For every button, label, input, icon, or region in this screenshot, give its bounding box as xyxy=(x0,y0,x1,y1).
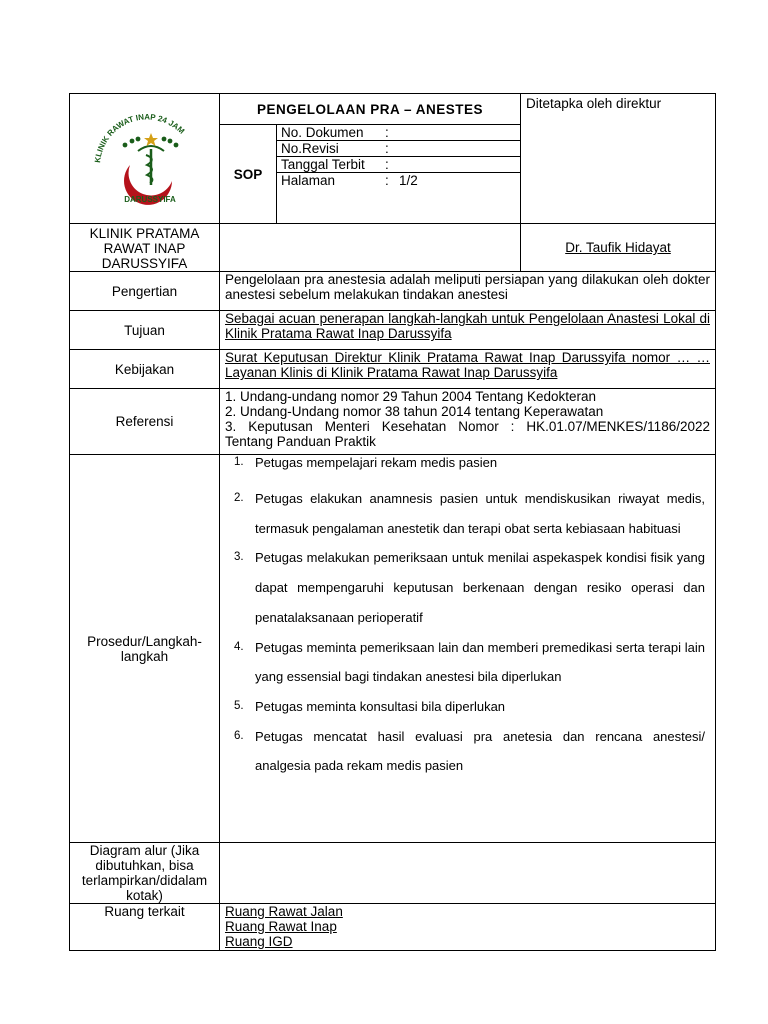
diagram-label: Diagram alur (Jika dibutuhkan, bisa terlampirkan/didalam kotak) xyxy=(70,843,220,904)
step-text: Petugas mencatat hasil evaluasi pra anetesia dan rencana anestesi/ analgesia pada rekam medis pasien xyxy=(255,728,705,774)
step-number: 4. xyxy=(234,640,244,653)
meta-key: Tanggal Terbit xyxy=(277,157,385,173)
ruang-item: Ruang IGD xyxy=(225,934,293,949)
meta-sep: : xyxy=(385,173,389,188)
diagram-cell xyxy=(220,843,716,904)
step-text: Petugas meminta pemeriksaan lain dan memberi premedikasi serta terapi lain yang essensial bagi tindakan anestesi bila diperlukan xyxy=(255,639,705,685)
meta-sep: : xyxy=(385,157,395,173)
document-title: PENGELOLAAN PRA – ANESTES xyxy=(220,94,521,125)
logo-cell xyxy=(70,94,220,224)
meta-row xyxy=(277,125,520,141)
ruang-cell xyxy=(220,904,716,951)
clinic-name: KLINIK PRATAMA RAWAT INAP DARUSSYIFA xyxy=(70,224,220,272)
step-text: Petugas mempelajari rekam medis pasien xyxy=(255,455,498,470)
meta-table xyxy=(277,125,520,209)
ruang-item: Ruang Rawat Inap xyxy=(225,919,337,934)
step-number: 5. xyxy=(234,699,244,712)
meta-sep: : xyxy=(385,141,395,157)
meta-key: No. Dokumen xyxy=(277,125,385,141)
tujuan-text: Sebagai acuan penerapan langkah-langkah untuk Pengelolaan Anastesi Lokal di Klinik Pratama Rawat Inap Darussyifa xyxy=(220,311,716,350)
prosedur-label: Prosedur/Langkah-langkah xyxy=(70,455,220,843)
step-item xyxy=(225,484,705,543)
referensi-item: 1. Undang-undang nomor 29 Tahun 2004 Tentang Kedokteran xyxy=(225,389,597,404)
ruang-item: Ruang Rawat Jalan xyxy=(225,904,343,919)
tujuan-label: Tujuan xyxy=(70,311,220,350)
step-item xyxy=(225,543,705,632)
meta-value: 1/2 xyxy=(399,173,418,188)
step-number: 1. xyxy=(234,456,244,468)
meta-value xyxy=(395,157,520,173)
step-number: 2. xyxy=(234,492,244,504)
meta-cell xyxy=(277,125,521,224)
meta-row xyxy=(277,157,520,173)
meta-sep: : xyxy=(385,125,395,141)
prosedur-steps xyxy=(225,455,705,781)
step-text: Petugas meminta konsultasi bila diperlukan xyxy=(255,698,506,714)
kebijakan-text: Surat Keputusan Direktur Klinik Pratama Rawat Inap Darussyifa nomor … … Layanan Klinis di Klinik Pratama Rawat Inap Darussyifa xyxy=(220,350,716,389)
step-number: 3. xyxy=(234,551,244,564)
clinic-logo xyxy=(80,103,210,213)
meta-row xyxy=(277,173,520,209)
step-item xyxy=(225,722,705,781)
approval-text: Ditetapka oleh direktur xyxy=(526,96,662,111)
step-item xyxy=(225,633,705,692)
referensi-item: 2. Undang-Undang nomor 38 tahun 2014 tentang Keperawatan xyxy=(225,404,604,419)
logo-bottom-text: DARUSSYIFA xyxy=(123,195,176,204)
meta-key: No.Revisi xyxy=(277,141,385,157)
step-number: 6. xyxy=(234,729,244,742)
referensi-list xyxy=(225,389,710,449)
clinic-spacer xyxy=(220,224,521,272)
prosedur-cell xyxy=(220,455,716,843)
referensi-item: 3. Keputusan Menteri Kesehatan Nomor : HK.01.07/MENKES/1186/2022 Tentang Panduan Praktik xyxy=(225,419,710,449)
approval-cell xyxy=(521,94,716,224)
director-name: Dr. Taufik Hidayat xyxy=(565,240,671,255)
step-item xyxy=(225,455,705,484)
ruang-label: Ruang terkait xyxy=(70,904,220,951)
step-item xyxy=(225,692,705,722)
sop-label: SOP xyxy=(220,125,277,224)
referensi-label: Referensi xyxy=(70,389,220,455)
logo-arc-text: KLINIK RAWAT INAP 24 JAM xyxy=(92,112,186,164)
step-text: Petugas elakukan anamnesis pasien untuk mendiskusikan riwayat medis, termasuk pengalaman anestetik dan terapi obat serta kebiasaan habituasi xyxy=(255,491,705,536)
meta-row xyxy=(277,141,520,157)
referensi-cell xyxy=(220,389,716,455)
pengertian-text: Pengelolaan pra anestesia adalah meliputi persiapan yang dilakukan oleh dokter anestesi sebelum melakukan tindakan anestesi xyxy=(220,272,716,311)
meta-key: Halaman xyxy=(281,173,336,188)
sop-table xyxy=(69,93,716,951)
meta-value xyxy=(395,125,520,141)
director-cell xyxy=(521,224,716,272)
pengertian-label: Pengertian xyxy=(70,272,220,311)
step-text: Petugas melakukan pemeriksaan untuk menilai aspekaspek kondisi fisik yang dapat mempengaruhi keputusan berkenaan dengan resiko operasi dan penatalaksanaan perioperatif xyxy=(255,550,705,625)
kebijakan-label: Kebijakan xyxy=(70,350,220,389)
meta-value xyxy=(395,141,520,157)
